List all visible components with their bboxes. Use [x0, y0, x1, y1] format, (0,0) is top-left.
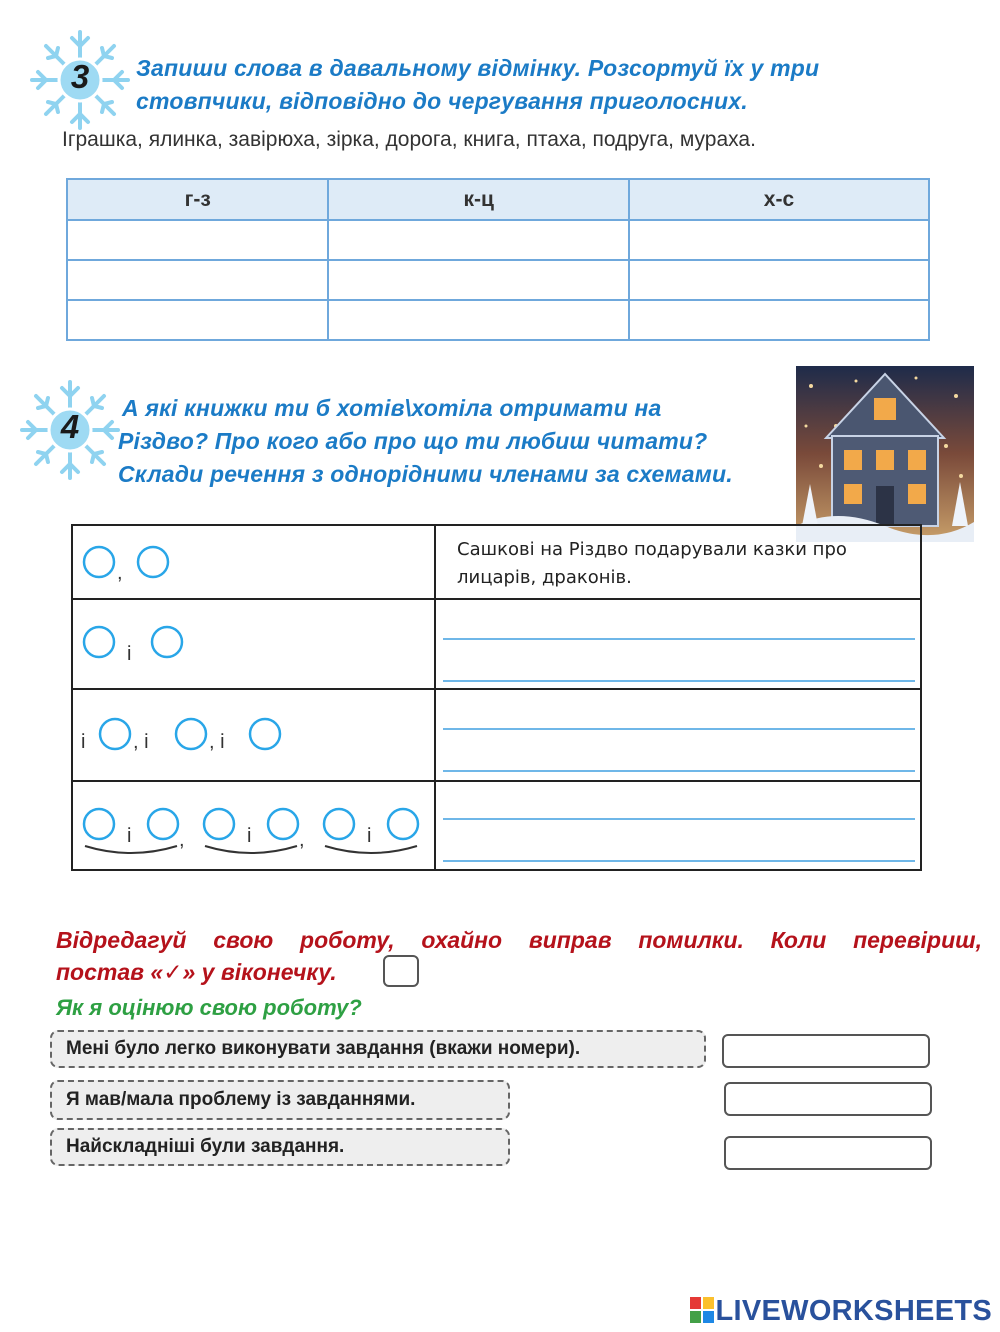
group-arc: [205, 846, 297, 853]
schema-separator: , і: [133, 731, 149, 753]
example-line2: лицарів, драконів.: [457, 567, 632, 588]
column-header-k-ts: к-ц: [328, 179, 629, 220]
task4-title-line2: Різдво? Про кого або про що ти любиш читати?: [118, 428, 708, 454]
circle-icon: [84, 809, 114, 839]
schema-2: [81, 624, 201, 664]
circle-icon: [148, 809, 178, 839]
winter-house-illustration: [796, 366, 974, 542]
answer-line[interactable]: [443, 680, 915, 682]
task4-title-line3: Склади речення з однорідними членами за схемами.: [118, 461, 733, 487]
assessment-item-label: Я мав/мала проблему із завданнями.: [66, 1089, 416, 1110]
review-instruction-line1: Відредагуй свою роботу, охайно виправ помилки. Коли перевіриш,: [56, 927, 982, 953]
group-arc: [85, 846, 177, 853]
answer-line[interactable]: [443, 770, 915, 772]
task3-title-line1: Запиши слова в давальному відмінку. Розсортуй їх у три: [136, 55, 820, 81]
schema-table: [71, 524, 922, 871]
answer-cell[interactable]: [67, 260, 328, 300]
circle-icon: [324, 809, 354, 839]
answer-cell[interactable]: [67, 300, 328, 340]
schema-4: [79, 804, 429, 858]
schema-separator: , і: [209, 731, 225, 753]
assessment-answer-3[interactable]: [724, 1136, 932, 1170]
answer-line[interactable]: [443, 728, 915, 730]
liveworksheets-logo: LIVEWORKSHEETS: [690, 1295, 993, 1328]
table-header-row: [67, 179, 929, 220]
snowflake-badge-4: [18, 378, 122, 487]
assessment-answer-2[interactable]: [724, 1082, 932, 1116]
circle-icon: [138, 547, 168, 577]
schema-separator: і: [367, 825, 372, 847]
snowflake-badge-3: [28, 28, 132, 137]
task3-title-line2: стовпчики, відповідно до чергування приголосних.: [136, 88, 748, 114]
schema-separator: і: [247, 825, 252, 847]
answer-cell[interactable]: [67, 220, 328, 260]
assessment-answer-1[interactable]: [722, 1034, 930, 1068]
column-header-g-z: г-з: [67, 179, 328, 220]
house-image: [796, 366, 974, 542]
group-arc: [325, 846, 417, 853]
answer-line[interactable]: [443, 860, 915, 862]
task-number: 4: [60, 408, 80, 445]
circle-icon: [84, 627, 114, 657]
sorting-table: [66, 178, 930, 341]
assessment-item-3: [50, 1128, 510, 1166]
circle-icon: [204, 809, 234, 839]
circle-icon: [84, 547, 114, 577]
check-box[interactable]: [383, 955, 419, 987]
assessment-item-label: Мені було легко виконувати завдання (вкажи номери).: [66, 1038, 581, 1059]
answer-cell[interactable]: [629, 220, 929, 260]
schema-separator: і: [127, 825, 132, 847]
schema-separator: і: [127, 643, 132, 664]
schema-3: [79, 716, 309, 756]
example-line1: Сашкові на Різдво подарували казки про: [457, 539, 847, 560]
circle-icon: [268, 809, 298, 839]
circle-icon: [250, 719, 280, 749]
schema-1: [81, 544, 201, 584]
schema-separator: ,: [117, 562, 123, 584]
circle-icon: [388, 809, 418, 839]
schema-separator: і: [81, 731, 86, 753]
schema-separator: ,: [299, 829, 305, 851]
answer-cell[interactable]: [328, 300, 629, 340]
column-header-kh-s: х-с: [629, 179, 929, 220]
answer-cell[interactable]: [328, 220, 629, 260]
answer-line[interactable]: [443, 638, 915, 640]
answer-cell[interactable]: [629, 300, 929, 340]
self-assessment-heading: Як я оцінюю свою роботу?: [56, 995, 362, 1020]
answer-cell[interactable]: [328, 260, 629, 300]
circle-icon: [152, 627, 182, 657]
assessment-item-1: [50, 1030, 706, 1068]
answer-line[interactable]: [443, 818, 915, 820]
table-row: [67, 260, 929, 300]
task-number: 3: [70, 58, 90, 95]
answer-cell[interactable]: [629, 260, 929, 300]
word-list: Іграшка, ялинка, завірюха, зірка, дорога, книга, птаха, подруга, мураха.: [62, 128, 756, 151]
assessment-item-2: [50, 1080, 510, 1120]
assessment-item-label: Найскладніші були завдання.: [66, 1136, 345, 1157]
logo-icon: [690, 1297, 714, 1323]
task4-title-line1: А які книжки ти б хотів\хотіла отримати на: [122, 395, 662, 421]
table-row: [67, 220, 929, 260]
circle-icon: [176, 719, 206, 749]
review-instruction-line2: постав «✓» у віконечку.: [56, 959, 337, 985]
table-row: [67, 300, 929, 340]
schema-separator: ,: [179, 829, 185, 851]
circle-icon: [100, 719, 130, 749]
